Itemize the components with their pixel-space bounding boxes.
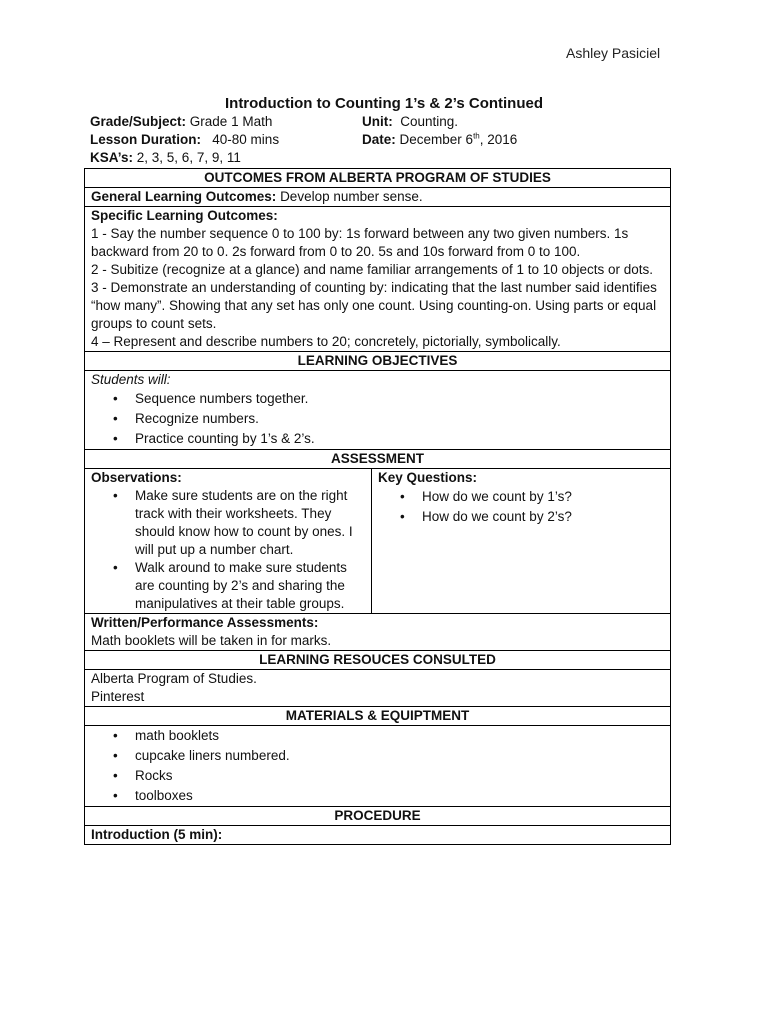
assessment-heading: ASSESSMENT: [85, 450, 671, 469]
materials-heading: MATERIALS & EQUIPTMENT: [85, 707, 671, 726]
written-assessment-value: Math booklets will be taken in for marks.: [91, 633, 332, 648]
observations-label: Observations:: [91, 470, 182, 485]
grade-value: Grade 1 Math: [189, 114, 273, 129]
unit-label: Unit:: [362, 114, 393, 129]
procedure-intro-label: Introduction (5 min):: [91, 827, 223, 842]
material-item: • toolboxes: [135, 786, 664, 806]
material-item: • Rocks: [135, 766, 664, 786]
resources-heading: LEARNING RESOUCES CONSULTED: [85, 651, 671, 670]
objective-item: • Sequence numbers together.: [135, 389, 664, 409]
unit-value: Counting.: [400, 114, 459, 129]
objectives-heading: LEARNING OBJECTIVES: [85, 352, 671, 371]
resource-item: Pinterest: [91, 689, 145, 704]
date-value: December 6th, 2016: [399, 131, 518, 147]
lesson-plan-table: [84, 168, 671, 845]
duration-label: Lesson Duration:: [90, 132, 202, 147]
observation-item: • Make sure students are on the right track with their worksheets. They should know how to count by ones. I will put up a number chart.: [135, 487, 365, 559]
date-label: Date:: [362, 132, 396, 147]
material-item: • math booklets: [135, 726, 664, 746]
objective-item: • Practice counting by 1’s & 2’s.: [135, 429, 664, 449]
objectives-cell: [85, 371, 671, 450]
procedure-heading: PROCEDURE: [85, 807, 671, 826]
resources-cell: [85, 670, 671, 707]
objective-item: • Recognize numbers.: [135, 409, 664, 429]
document-title: Introduction to Counting 1’s & 2’s Continued: [224, 95, 544, 112]
outcomes-heading: OUTCOMES FROM ALBERTA PROGRAM OF STUDIES: [85, 169, 671, 188]
ksa-label: KSA’s:: [90, 150, 134, 165]
key-question-item: • How do we count by 1’s?: [422, 487, 664, 507]
resource-item: Alberta Program of Studies.: [91, 671, 257, 686]
meta-row-grade: [90, 113, 459, 131]
specific-outcome-2: 2 - Subitize (recognize at a glance) and name familiar arrangements of 1 to 10 objects or dots.: [91, 262, 654, 277]
specific-outcome-1: 1 - Say the number sequence 0 to 100 by: 1s forward between any two given numbers. 1s backward from 20 to 0. 2s forward from 0 to 20. 5s and 10s forward from 0 to 100.: [91, 226, 629, 259]
general-outcomes-value: Develop number sense.: [280, 189, 423, 204]
procedure-intro-cell: [85, 826, 671, 845]
specific-outcomes-cell: [85, 207, 671, 352]
meta-row-duration: [90, 131, 518, 149]
key-question-item: • How do we count by 2’s?: [422, 507, 664, 527]
ksa-value: 2, 3, 5, 6, 7, 9, 11: [136, 150, 241, 165]
materials-cell: [85, 726, 671, 807]
general-outcomes-cell: [85, 188, 671, 207]
specific-outcomes-label: Specific Learning Outcomes:: [91, 208, 278, 223]
duration-value: 40-80 mins: [212, 132, 280, 147]
specific-outcome-3: 3 - Demonstrate an understanding of counting by: indicating that the last number said identifies “how many”. Showing that any set has only one count. Using counting-on. Using parts or equal groups to count sets.: [91, 280, 657, 331]
material-item: • cupcake liners numbered.: [135, 746, 664, 766]
key-questions-cell: [372, 469, 671, 614]
specific-outcome-4: 4 – Represent and describe numbers to 20; concretely, pictorially, symbolically.: [91, 334, 561, 349]
author-name: Ashley Pasiciel: [566, 45, 661, 61]
grade-label: Grade/Subject:: [90, 114, 187, 129]
observation-item: • Walk around to make sure students are counting by 2’s and sharing the manipulatives at their table groups.: [135, 559, 365, 613]
objectives-intro: Students will:: [91, 372, 171, 387]
written-assessment-label: Written/Performance Assessments:: [91, 615, 319, 630]
observations-cell: [85, 469, 372, 614]
key-questions-label: Key Questions:: [378, 470, 478, 485]
meta-row-ksa: [90, 149, 241, 167]
general-outcomes-label: General Learning Outcomes:: [91, 189, 277, 204]
written-assessment-cell: [85, 614, 671, 651]
